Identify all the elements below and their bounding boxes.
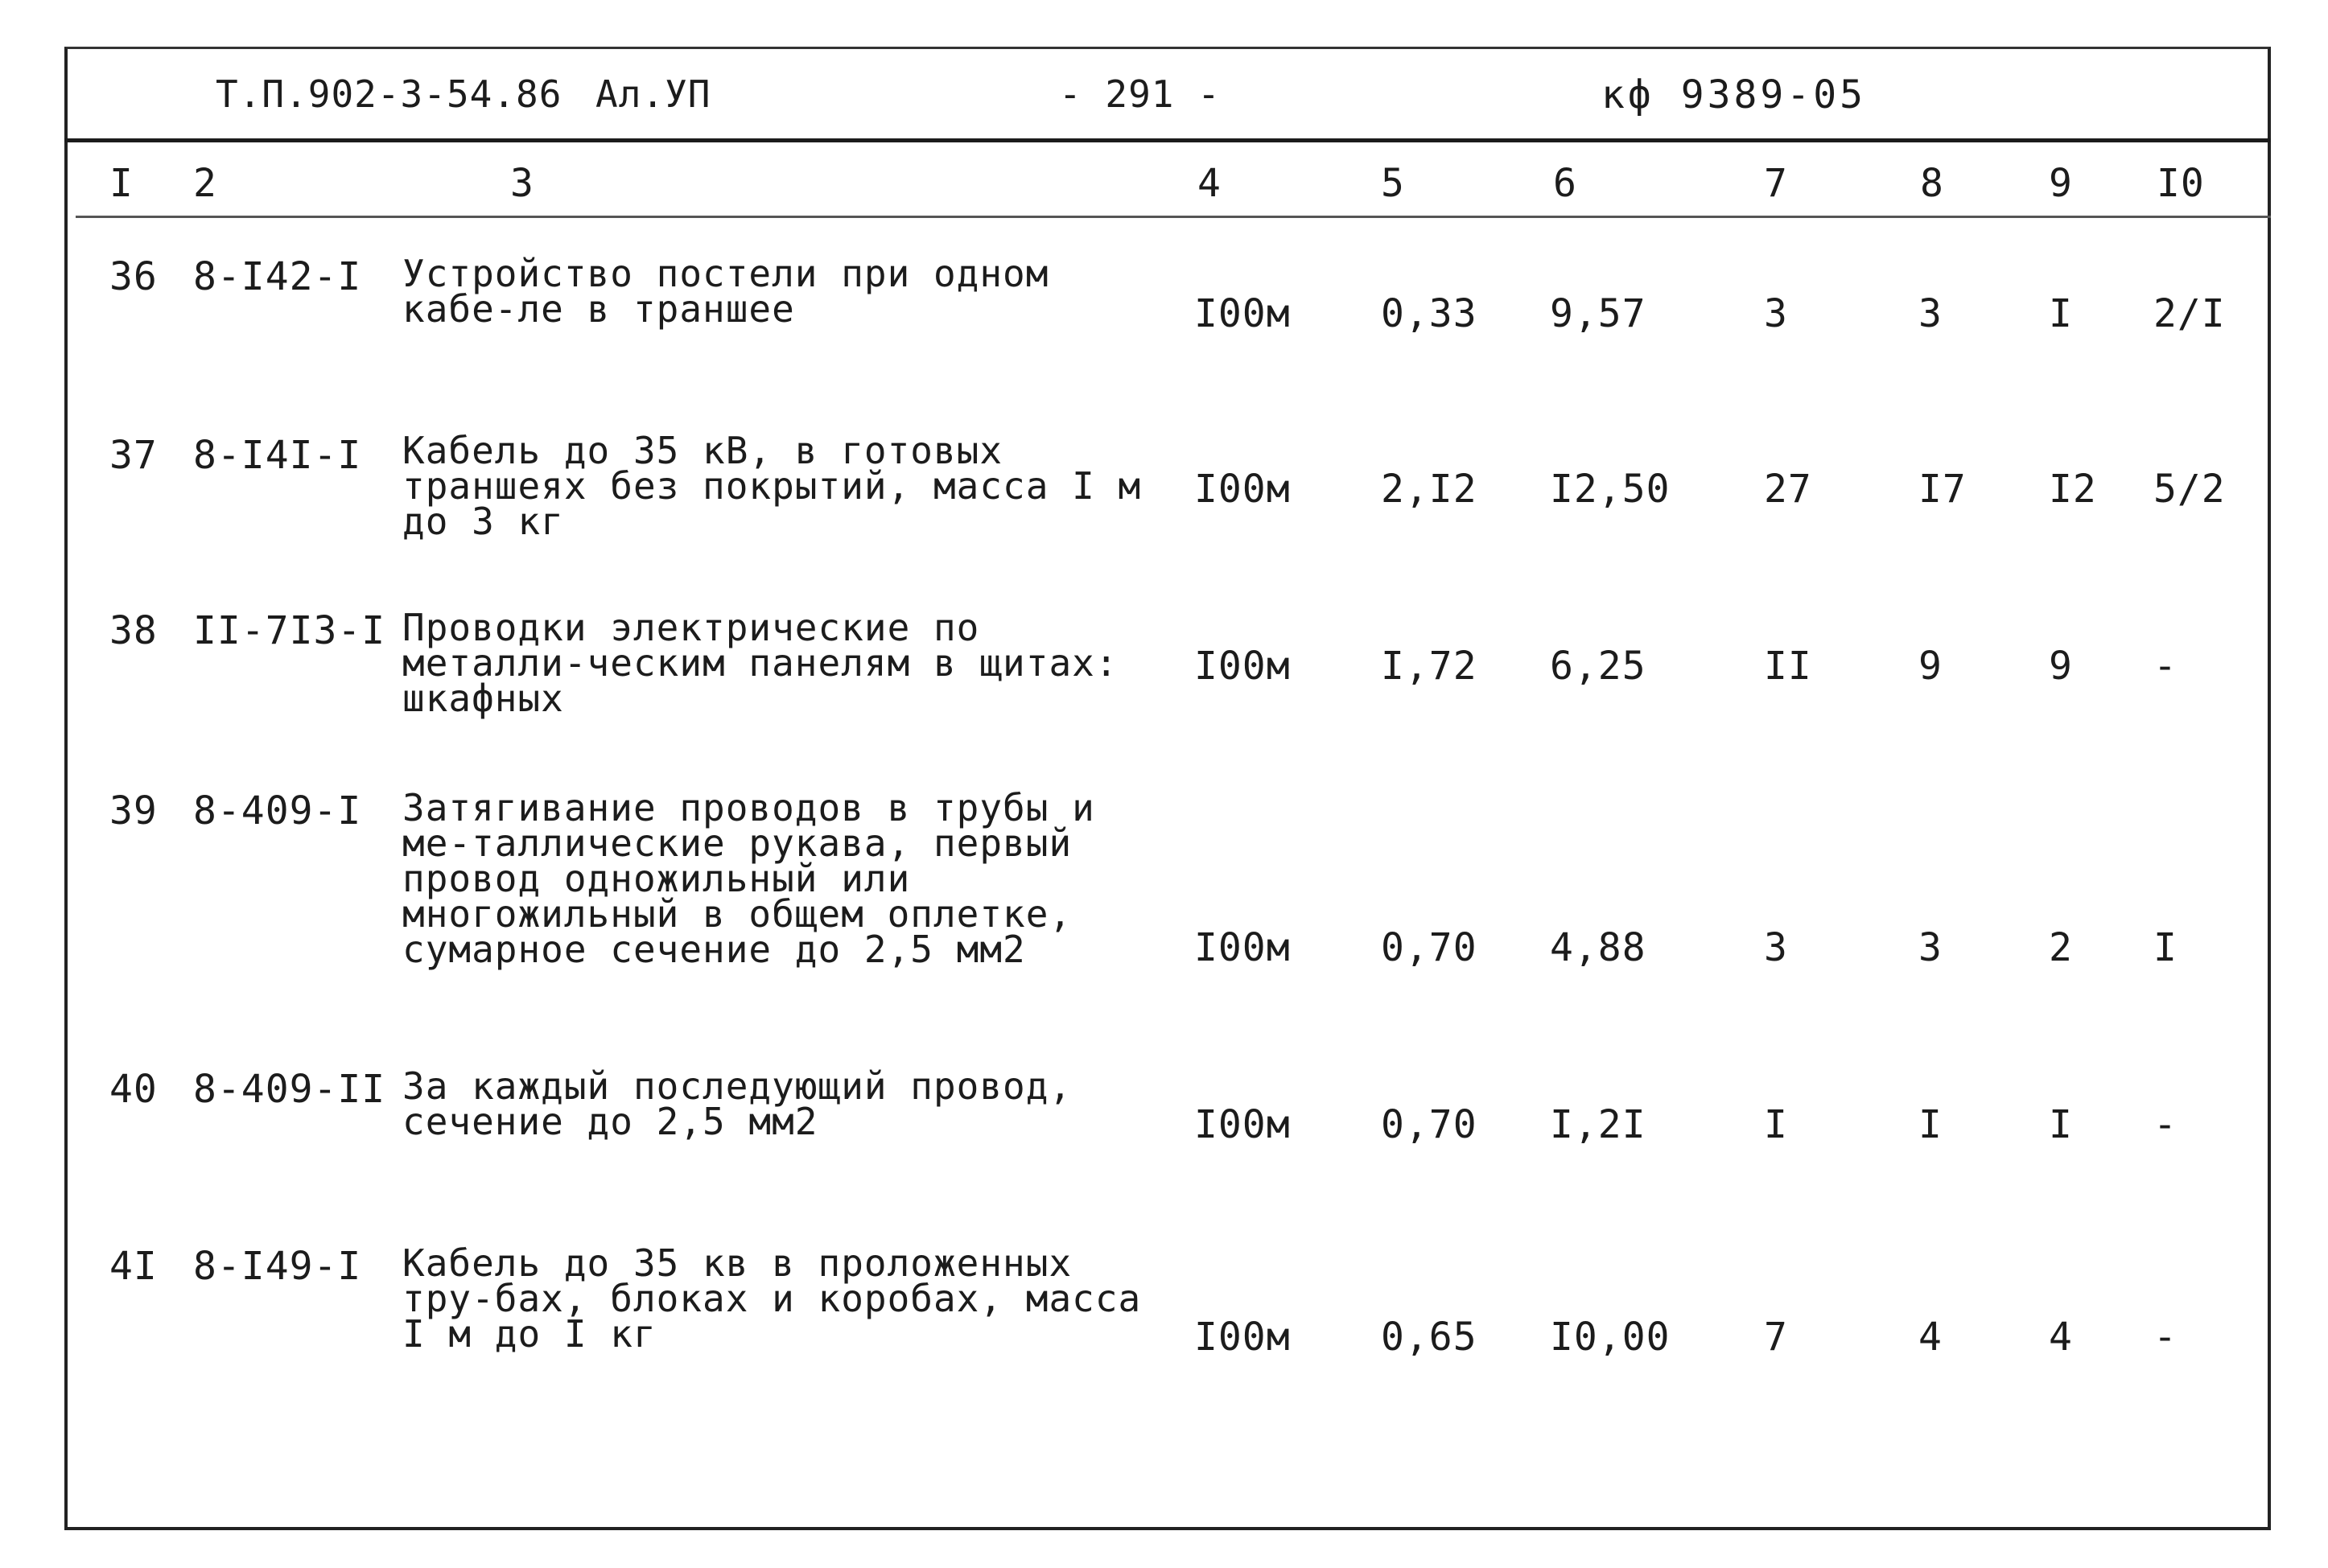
column-8-value: 4 [1918, 1315, 1943, 1360]
work-description: За каждый последующий провод, сечение до 2,5 мм2 [402, 1064, 1073, 1143]
album-label: Ал.УП [595, 72, 711, 116]
rate-code: II-7I3-I [193, 608, 386, 653]
unit: I00м [1194, 1315, 1291, 1360]
quantity: 2,I2 [1381, 467, 1477, 512]
column-header: I [109, 161, 134, 206]
unit: I00м [1194, 644, 1291, 689]
rate-code: 8-409-I [193, 788, 362, 833]
column-9-value: I [2049, 1102, 2073, 1147]
unit: I00м [1194, 291, 1291, 336]
page-frame [64, 47, 2271, 1530]
unit: I00м [1194, 1102, 1291, 1147]
column-header: 2 [193, 161, 217, 206]
column-10-value: - [2153, 1315, 2178, 1360]
row-number: 37 [109, 433, 158, 478]
column-6-value: I0,00 [1550, 1315, 1671, 1360]
work-description: Кабель до 35 кв в проложенных тру-бах, блоках и коробах, масса I м до I кг [402, 1241, 1142, 1356]
row-number: 4I [109, 1244, 158, 1289]
column-6-value: 6,25 [1550, 644, 1646, 689]
column-6-value: 9,57 [1550, 291, 1646, 336]
column-6-value: I,2I [1550, 1102, 1646, 1147]
column-header: I0 [2157, 161, 2205, 206]
work-description: Кабель до 35 кВ, в готовых траншеях без покрытий, масса I м до 3 кг [402, 429, 1142, 543]
column-7-value: I [1764, 1102, 1788, 1147]
work-description: Устройство постели при одном кабе-ле в траншее [402, 252, 1049, 331]
column-8-value: I [1918, 1102, 1943, 1147]
column-9-value: 9 [2049, 644, 2073, 689]
column-8-value: 9 [1918, 644, 1943, 689]
column-9-value: 4 [2049, 1315, 2073, 1360]
column-10-value: - [2153, 644, 2178, 689]
column-7-value: 7 [1764, 1315, 1788, 1360]
work-description: Затягивание проводов в трубы и ме-таллические рукава, первый провод одножильный или многожильный в общем оплетке, сумарное сечение до 2,5 мм2 [402, 786, 1095, 971]
column-header: 9 [2049, 161, 2073, 206]
column-7-value: 3 [1764, 291, 1788, 336]
row-number: 40 [109, 1067, 158, 1112]
rate-code: 8-I49-I [193, 1244, 362, 1289]
column-header: 8 [1920, 161, 1944, 206]
work-description: Проводки электрические по металли-ческим панелям в щитах: шкафных [402, 606, 1119, 720]
column-7-value: 27 [1764, 467, 1812, 512]
column-8-value: 3 [1918, 291, 1943, 336]
column-header: 6 [1553, 161, 1577, 206]
unit: I00м [1194, 467, 1291, 512]
column-9-value: I [2049, 291, 2073, 336]
document-number: Т.П.902-3-54.86 [216, 72, 562, 116]
quantity: 0,70 [1381, 1102, 1477, 1147]
column-9-value: 2 [2049, 925, 2073, 970]
unit: I00м [1194, 925, 1291, 970]
column-header: 5 [1381, 161, 1405, 206]
column-10-value: 5/2 [2153, 467, 2226, 512]
row-number: 38 [109, 608, 158, 653]
column-8-value: I7 [1918, 467, 1967, 512]
quantity: I,72 [1381, 644, 1477, 689]
rate-code: 8-409-II [193, 1067, 386, 1112]
quantity: 0,33 [1381, 291, 1477, 336]
column-10-value: - [2153, 1102, 2178, 1147]
column-7-value: 3 [1764, 925, 1788, 970]
column-header: 7 [1764, 161, 1788, 206]
quantity: 0,65 [1381, 1315, 1477, 1360]
quantity: 0,70 [1381, 925, 1477, 970]
row-number: 39 [109, 788, 158, 833]
page-number: - 291 - [1059, 72, 1221, 116]
row-number: 36 [109, 254, 158, 299]
column-7-value: II [1764, 644, 1812, 689]
document-code: кф 9389-05 [1601, 72, 1866, 117]
column-10-value: I [2153, 925, 2178, 970]
column-8-value: 3 [1918, 925, 1943, 970]
rate-code: 8-I42-I [193, 254, 362, 299]
header-divider [64, 138, 2271, 142]
column-header: 3 [510, 161, 534, 206]
column-6-value: 4,88 [1550, 925, 1646, 970]
column-header: 4 [1197, 161, 1222, 206]
rate-code: 8-I4I-I [193, 433, 362, 478]
column-10-value: 2/I [2153, 291, 2226, 336]
column-9-value: I2 [2049, 467, 2097, 512]
column-6-value: I2,50 [1550, 467, 1671, 512]
column-header-divider [76, 216, 2271, 218]
